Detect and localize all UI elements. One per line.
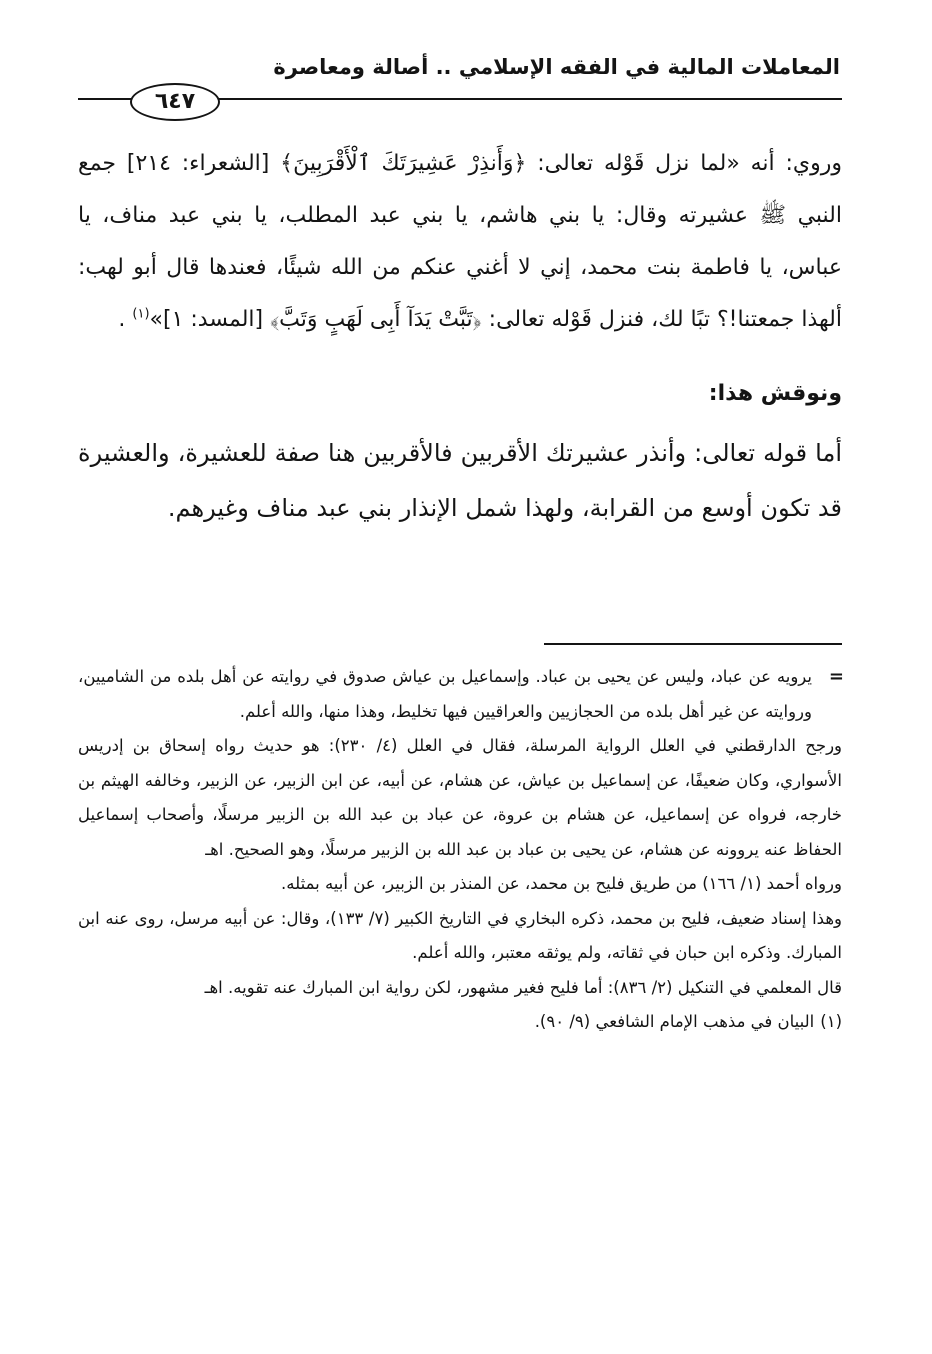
footnote-1-text: البيان في مذهب الإمام الشافعي (٩/ ٩٠). — [534, 1012, 815, 1031]
paragraph-discussion: أما قوله تعالى: وأنذر عشيرتك الأقربين فالأقربين هنا صفة للعشيرة، والعشيرة قد تكون أوسع من القرابة، ولهذا شمل الإنذار بني عبد مناف وغيرهم. — [78, 439, 842, 522]
discussion-heading: ونوقش هذا: — [708, 381, 842, 406]
footnote-block: ورواه أحمد (١/ ١٦٦) من طريق فليح بن محمد، عن المنذر بن الزبير، عن أبيه بمثله. — [281, 874, 842, 893]
footnote-1 — [78, 1005, 842, 1040]
page-number: ٦٤٧ — [130, 83, 220, 121]
footnote-separator — [544, 643, 842, 645]
running-title: المعاملات المالية في الفقه الإسلامي .. أصالة ومعاصرة — [273, 55, 840, 79]
paragraph-hadith-text: وروي: أنه «لما نزل قَوْله تعالى: ﴿وَأَنذِرْ عَشِيرَتَكَ ٱلْأَقْرَبِينَ﴾ [الشعراء: ٢١٤] جمع النبي ﷺ عشيرته وقال: يا بني هاشم، يا بني عبد المطلب، يا بني عبد مناف، يا عباس، يا فاطمة بنت محمد، إني لا أغني عنكم من الله شيئًا، فعندها قال أبو لهب: ألهذا جمعتنا!؟ تبًا لك، فنزل قَوْله تعالى: ﴿تَبَّتْ يَدَآ أَبِى لَهَبٍ وَتَبَّ﴾ [المسد: ١]» — [78, 151, 842, 332]
footnote-block: قال المعلمي في التنكيل (٢/ ٨٣٦): أما فليح فغير مشهور، لكن رواية ابن المبارك عنه تقويه. اهـ — [204, 977, 842, 997]
footnote-block: يرويه عن عباد، وليس عن يحيى بن عباد. وإسماعيل بن عياش صدوق في روايته عن أهل بلده من الشاميين، وروايته عن غير أهل بلده من الحجازيين والعراقيين فيها تخليط، وهذا منها، والله أعلم. — [78, 667, 812, 721]
main-text — [78, 138, 842, 536]
footnote-block: وهذا إسناد ضعيف، فليح بن محمد، ذكره البخاري في التاريخ الكبير (٧/ ١٣٣)، وقال: عن أبيه مرسل، روى عنه ابن المبارك. وذكره ابن حبان في ثقاته، ولم يوثقه معتبر، والله أعلم. — [78, 908, 842, 962]
footnote-reference[interactable]: (١) — [132, 306, 150, 322]
paragraph-hadith — [78, 138, 842, 346]
footnote-1-number: (١) — [820, 1012, 842, 1031]
footnote-continuation — [78, 660, 842, 729]
footnotes — [78, 660, 842, 1040]
continuation-mark: = — [828, 666, 844, 687]
footnote-block: ورجح الدارقطني في العلل الرواية المرسلة، فقال في العلل (٤/ ٢٣٠): هو حديث رواه إسحاق بن إدريس الأسواري، وكان ضعيفًا، عن إسماعيل بن عياش، عن هشام، عن أبيه، عن ابن الزبير، عن الزبير، وخالفه الهيثم بن خارجه، فرواه عن إسماعيل، عن هشام بن عروة، عن عباد بن عبد الله بن الزبير مرسلًا، وأصحاب إسماعيل الحفاظ عنه يروونه عن هشام، عن يحيى بن عباد بن عبد الله بن الزبير مرسلًا، وهو الصحيح. اهـ — [78, 736, 842, 859]
paragraph-end-mark: . — [118, 307, 126, 332]
